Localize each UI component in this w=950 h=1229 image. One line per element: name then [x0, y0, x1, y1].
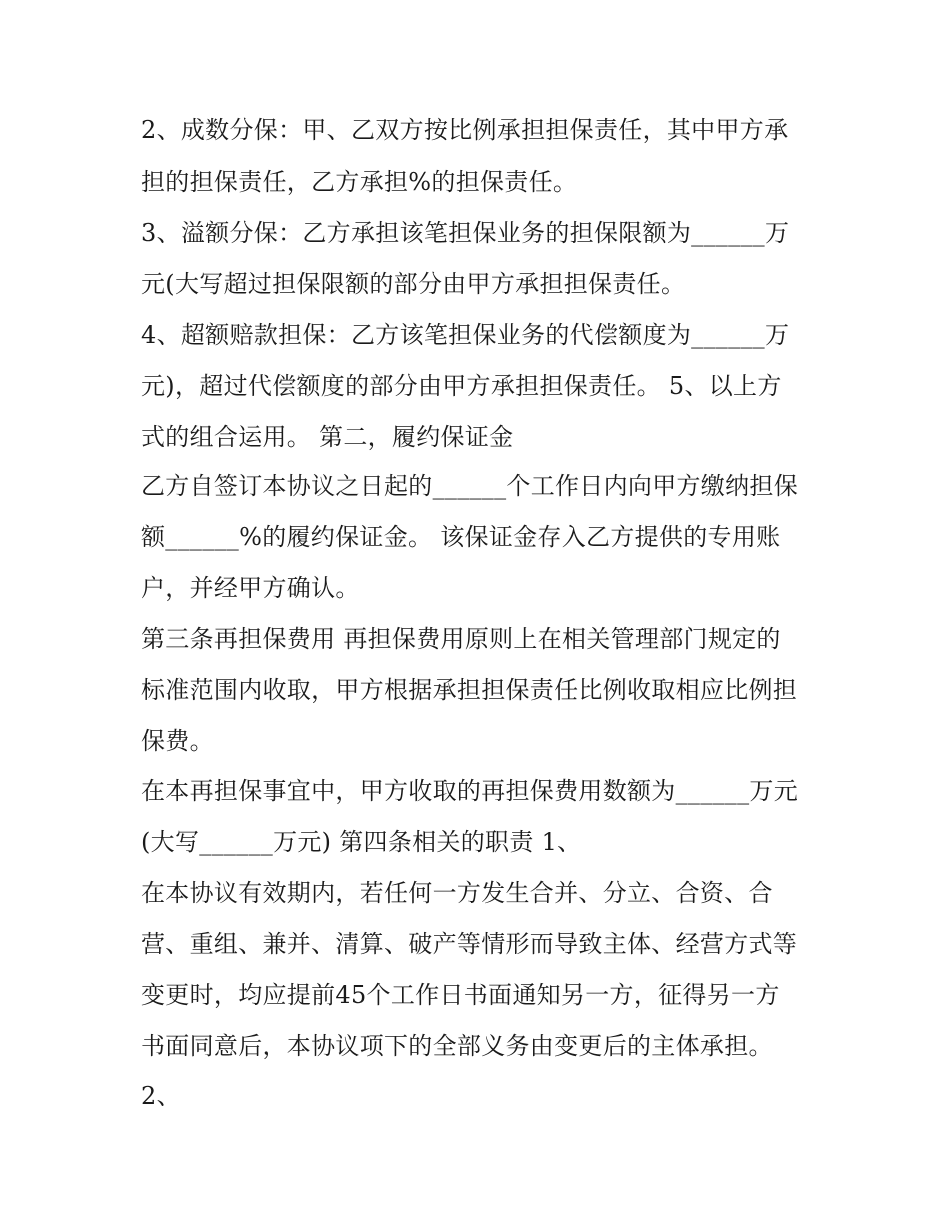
text-line: 2、	[141, 1082, 181, 1110]
text-line: 在本再担保事宜中，甲方收取的再担保费用数额为______万元	[141, 777, 798, 805]
text-line: 户，并经甲方确认。	[141, 574, 360, 602]
text-line: 保费。	[141, 727, 214, 755]
text-line: (大写______万元) 第四条相关的职责 1、	[141, 828, 582, 856]
text-line: 4、超额赔款担保：乙方该笔担保业务的代偿额度为______万	[141, 321, 790, 349]
text-line: 3、溢额分保：乙方承担该笔担保业务的担保限额为______万	[141, 219, 790, 247]
text-line: 标准范围内收取，甲方根据承担担保责任比例收取相应比例担	[141, 676, 798, 704]
text-line: 乙方自签订本协议之日起的______个工作日内向甲方缴纳担保	[141, 472, 798, 500]
text-line: 元(大写超过担保限额的部分由甲方承担担保责任。	[141, 270, 686, 298]
text-line: 担的担保责任，乙方承担%的担保责任。	[141, 168, 578, 196]
text-line: 式的组合运用。 第二，履约保证金	[141, 423, 514, 451]
text-line: 额______%的履约保证金。 该保证金存入乙方提供的专用账	[141, 523, 781, 551]
text-line: 2、成数分保：甲、乙双方按比例承担担保责任，其中甲方承	[141, 116, 789, 144]
text-line: 在本协议有效期内，若任何一方发生合并、分立、合资、合	[141, 879, 773, 907]
text-line: 变更时，均应提前45个工作日书面通知另一方，征得另一方	[141, 981, 780, 1009]
text-line: 书面同意后，本协议项下的全部义务由变更后的主体承担。	[141, 1032, 773, 1060]
text-line: 第三条再担保费用 再担保费用原则上在相关管理部门规定的	[141, 625, 781, 653]
text-line: 营、重组、兼并、清算、破产等情形而导致主体、经营方式等	[141, 930, 798, 958]
text-line: 元)，超过代偿额度的部分由甲方承担担保责任。 5、以上方	[141, 372, 782, 400]
